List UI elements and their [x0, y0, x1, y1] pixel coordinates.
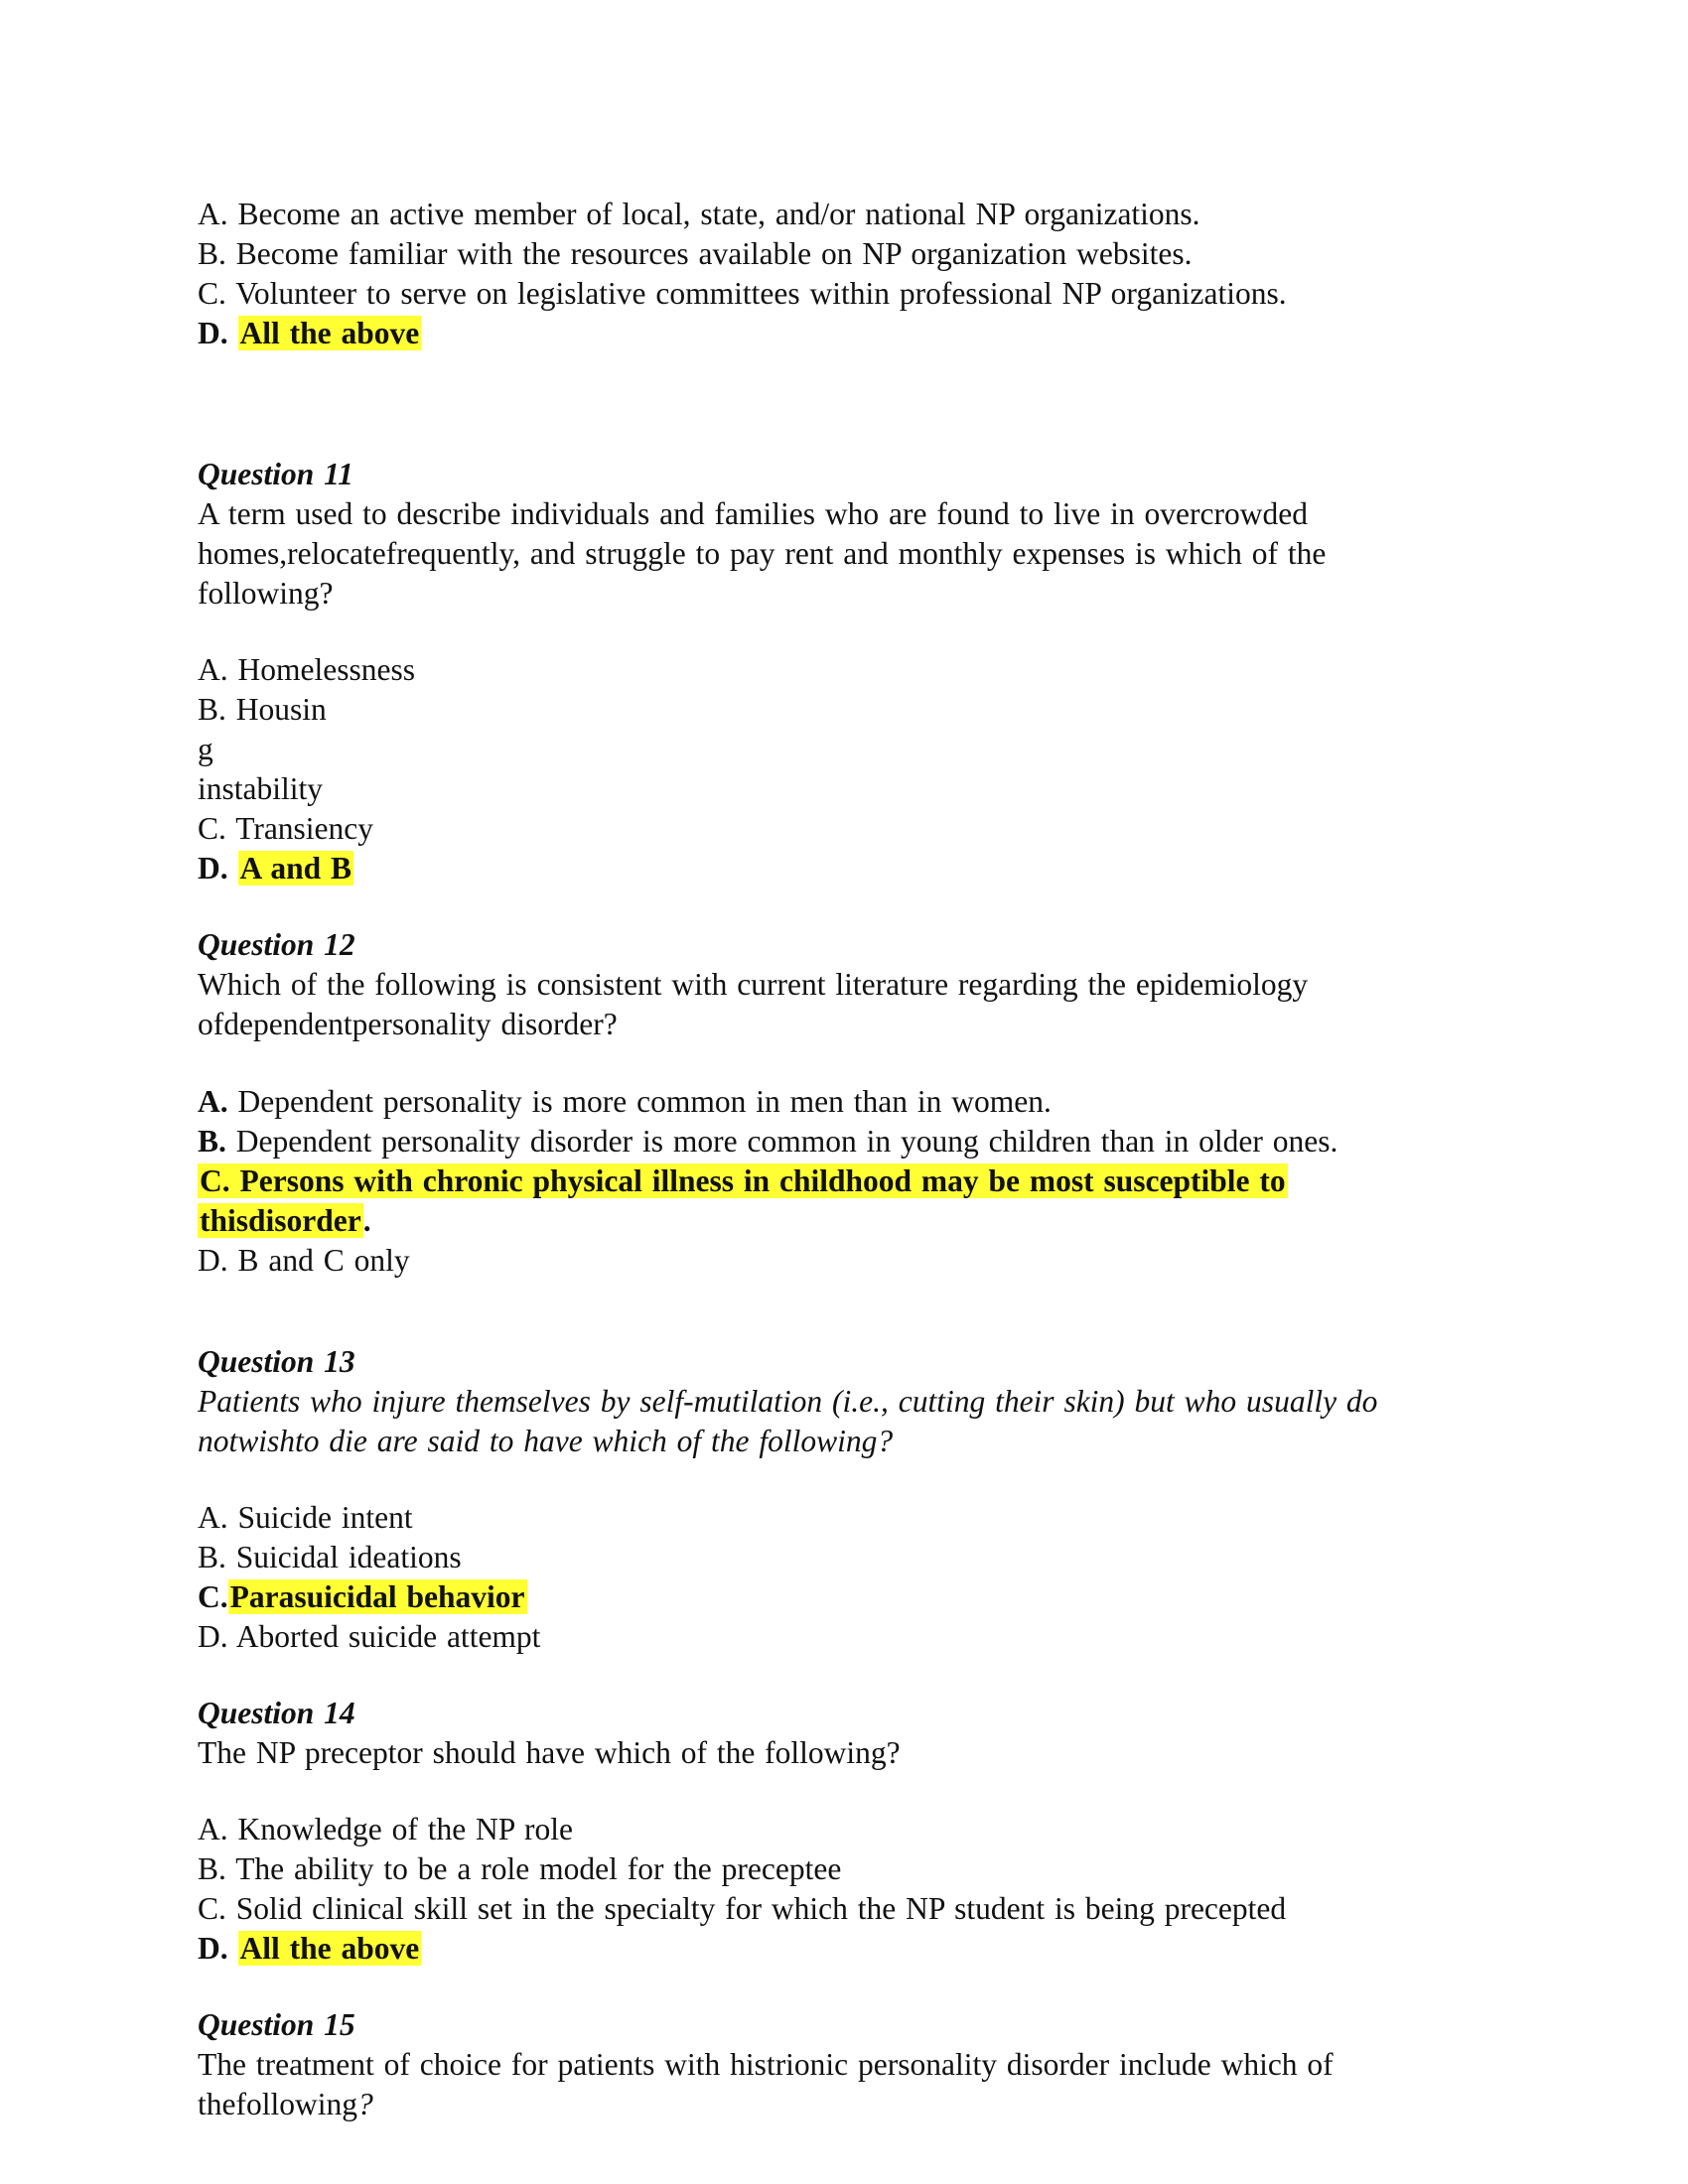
option-text: Dependent personality is more common in men than in women.	[237, 1084, 1052, 1119]
option-letter: D.	[198, 851, 228, 886]
option-a	[198, 1082, 1528, 1122]
question-stem-line: Patients who injure themselves by self-mutilation (i.e., cutting their skin) but who usually do	[198, 1384, 1378, 1419]
option-c-answer	[198, 1161, 1528, 1201]
answer-period: .	[362, 1203, 371, 1238]
question-11	[198, 455, 1528, 888]
option-b	[198, 1122, 1528, 1161]
option-b-wrap: g	[198, 732, 213, 766]
option-a: A. Become an active member of local, state, and/or national NP organizations.	[198, 197, 1200, 231]
option-letter: D.	[198, 1931, 228, 1966]
option-b: B. Housin	[198, 692, 327, 727]
option-letter: C.	[200, 1163, 230, 1198]
question-10-options	[198, 195, 1528, 353]
option-d: D. B and C only	[198, 1243, 410, 1278]
question-stem-line: The treatment of choice for patients with histrionic personality disorder include which of	[198, 2047, 1334, 2082]
stem-text: thefollowing	[198, 2087, 357, 2121]
question-stem-line: notwishto die are said to have which of the following?	[198, 1424, 894, 1458]
question-title: Question 13	[198, 1344, 355, 1379]
question-stem-line: A term used to describe individuals and families who are found to live in overcrowded	[198, 496, 1308, 531]
question-title: Question 11	[198, 457, 353, 491]
option-a: A. Homelessness	[198, 652, 415, 687]
question-stem-line	[198, 2085, 1528, 2124]
option-b: B. Become familiar with the resources available on NP organization websites.	[198, 236, 1193, 271]
document-page	[198, 195, 1528, 2124]
answer-highlight: Parasuicidal behavior	[229, 1579, 525, 1614]
option-c: C. Volunteer to serve on legislative committees within professional NP organizations.	[198, 276, 1287, 311]
question-stem-line: homes,relocatefrequently, and struggle to pay rent and monthly expenses is which of the	[198, 536, 1327, 571]
answer-highlight: All the above	[239, 1931, 420, 1966]
question-stem-line: Which of the following is consistent with current literature regarding the epidemiology	[198, 967, 1309, 1002]
option-letter: A.	[198, 1084, 228, 1119]
option-letter: B.	[198, 1124, 226, 1159]
question-stem-line: following?	[198, 576, 334, 611]
option-c-answer	[198, 1577, 1528, 1617]
option-d-answer	[198, 314, 1528, 353]
option-d: D. Aborted suicide attempt	[198, 1619, 541, 1654]
question-title: Question 15	[198, 2007, 355, 2042]
option-b-wrap: instability	[198, 771, 323, 806]
option-c: C. Transiency	[198, 811, 374, 846]
question-13	[198, 1342, 1528, 1657]
option-b: B. The ability to be a role model for the preceptee	[198, 1851, 842, 1886]
option-letter: D.	[198, 316, 228, 350]
question-15	[198, 2005, 1528, 2124]
option-d-answer	[198, 849, 1528, 888]
option-c-answer-wrap	[198, 1201, 1528, 1241]
option-c: C. Solid clinical skill set in the specialty for which the NP student is being precepted	[198, 1891, 1287, 1926]
answer-highlight: A and B	[239, 851, 352, 886]
question-stem-line: ofdependentpersonality disorder?	[198, 1007, 618, 1041]
question-title: Question 14	[198, 1696, 355, 1730]
option-a: A. Knowledge of the NP role	[198, 1812, 574, 1846]
option-a: A. Suicide intent	[198, 1500, 413, 1535]
option-b: B. Suicidal ideations	[198, 1540, 462, 1574]
question-stem-line: The NP preceptor should have which of the following?	[198, 1735, 901, 1770]
option-text: Dependent personality disorder is more common in young children than in older ones.	[235, 1124, 1338, 1159]
answer-highlight	[198, 1163, 1288, 1198]
answer-highlight: All the above	[239, 316, 420, 350]
option-text: Persons with chronic physical illness in childhood may be most susceptible to	[239, 1163, 1286, 1198]
question-title: Question 12	[198, 927, 355, 962]
question-14	[198, 1694, 1528, 1969]
option-letter: C.	[198, 1579, 228, 1614]
question-mark: ?	[356, 2087, 373, 2121]
option-d-answer	[198, 1929, 1528, 1969]
question-12	[198, 925, 1528, 1281]
answer-highlight: thisdisorder	[200, 1203, 361, 1238]
